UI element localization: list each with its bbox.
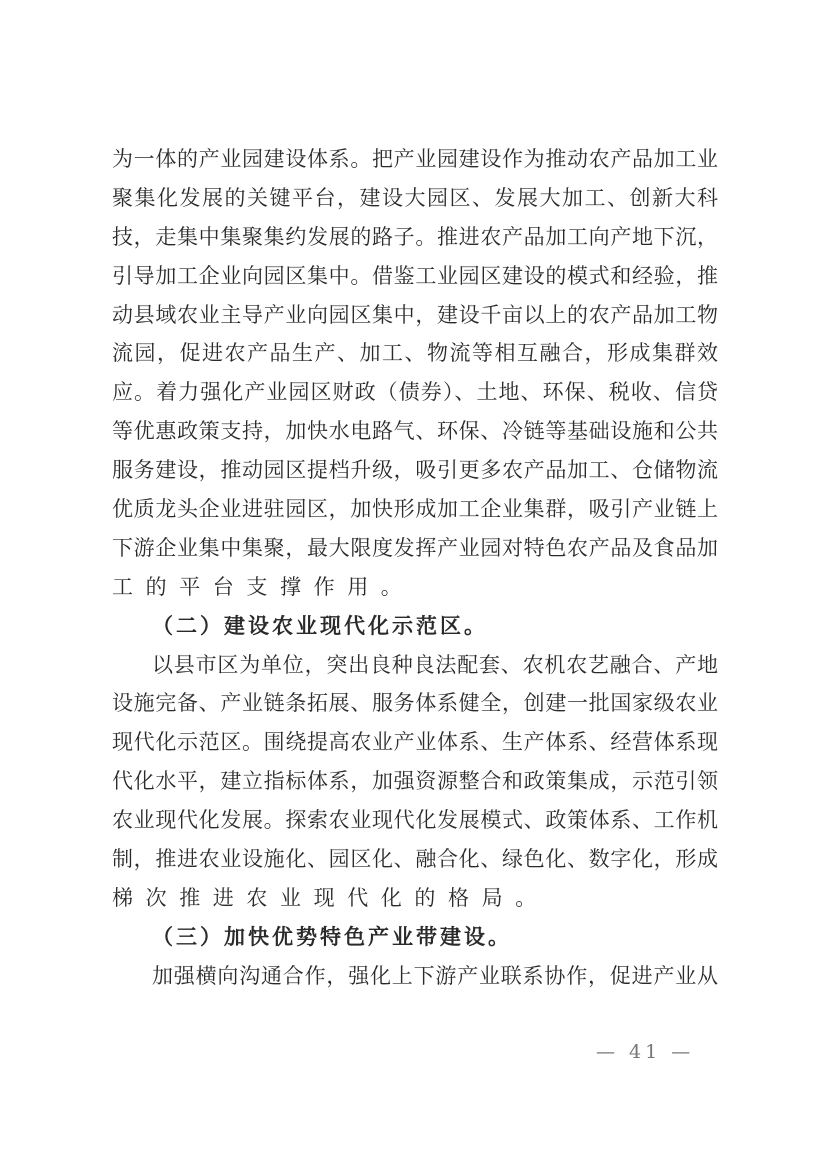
text-line: 以县市区为单位，突出良种良法配套、农机农艺融合、产地 [152,652,718,677]
text-line: 优质龙头企业进驻园区，加快形成加工企业集群，吸引产业链上 [112,497,718,522]
page-number: — 41 — [596,1041,695,1063]
text-line: 加强横向沟通合作，强化上下游产业联系协作，促进产业从 [152,963,718,988]
text-line: 引导加工企业向园区集中。借鉴工业园区建设的模式和经验，推 [112,263,718,288]
text-line: 设施完备、产业链条拓展、服务体系健全，创建一批国家级农业 [112,691,718,716]
text-line: 聚集化发展的关键平台，建设大园区、发展大加工、创新大科 [112,185,718,210]
text-line: 技，走集中集聚集约发展的路子。推进农产品加工向产地下沉， [112,224,718,249]
text-line: 为一体的产业园建设体系。把产业园建设作为推动农产品加工业 [112,147,718,171]
text-line: 工的平台支撑作用。 [112,574,415,599]
text-line: 代化水平，建立指标体系，加强资源整合和政策集成，示范引领 [112,769,718,794]
text-line: 制，推进农业设施化、园区化、融合化、绿色化、数字化，形成 [112,847,718,872]
text-line: 农业现代化发展。探索农业现代化发展模式、政策体系、工作机 [112,808,718,833]
section-heading: （三）加快优势特色产业带建设。 [152,924,512,949]
document-body [112,140,718,996]
text-line: 动县域农业主导产业向园区集中，建设千亩以上的农产品加工物 [112,302,718,327]
text-line: 服务建设，推动园区提档升级，吸引更多农产品加工、仓储物流 [112,458,718,483]
text-line: 现代化示范区。围绕提高农业产业体系、生产体系、经营体系现 [112,730,718,755]
text-line: 下游企业集中集聚，最大限度发挥产业园对特色农产品及食品加 [112,535,718,560]
text-line: 流园，促进农产品生产、加工、物流等相互融合，形成集群效 [112,341,718,366]
text-line: 应。着力强化产业园区财政（债券）、土地、环保、税收、信贷 [112,380,718,405]
text-line: 梯次推进农业现代化的格局。 [112,885,549,910]
section-heading: （二）建设农业现代化示范区。 [152,613,488,638]
text-line: 等优惠政策支持，加快水电路气、环保、冷链等基础设施和公共 [112,419,718,444]
